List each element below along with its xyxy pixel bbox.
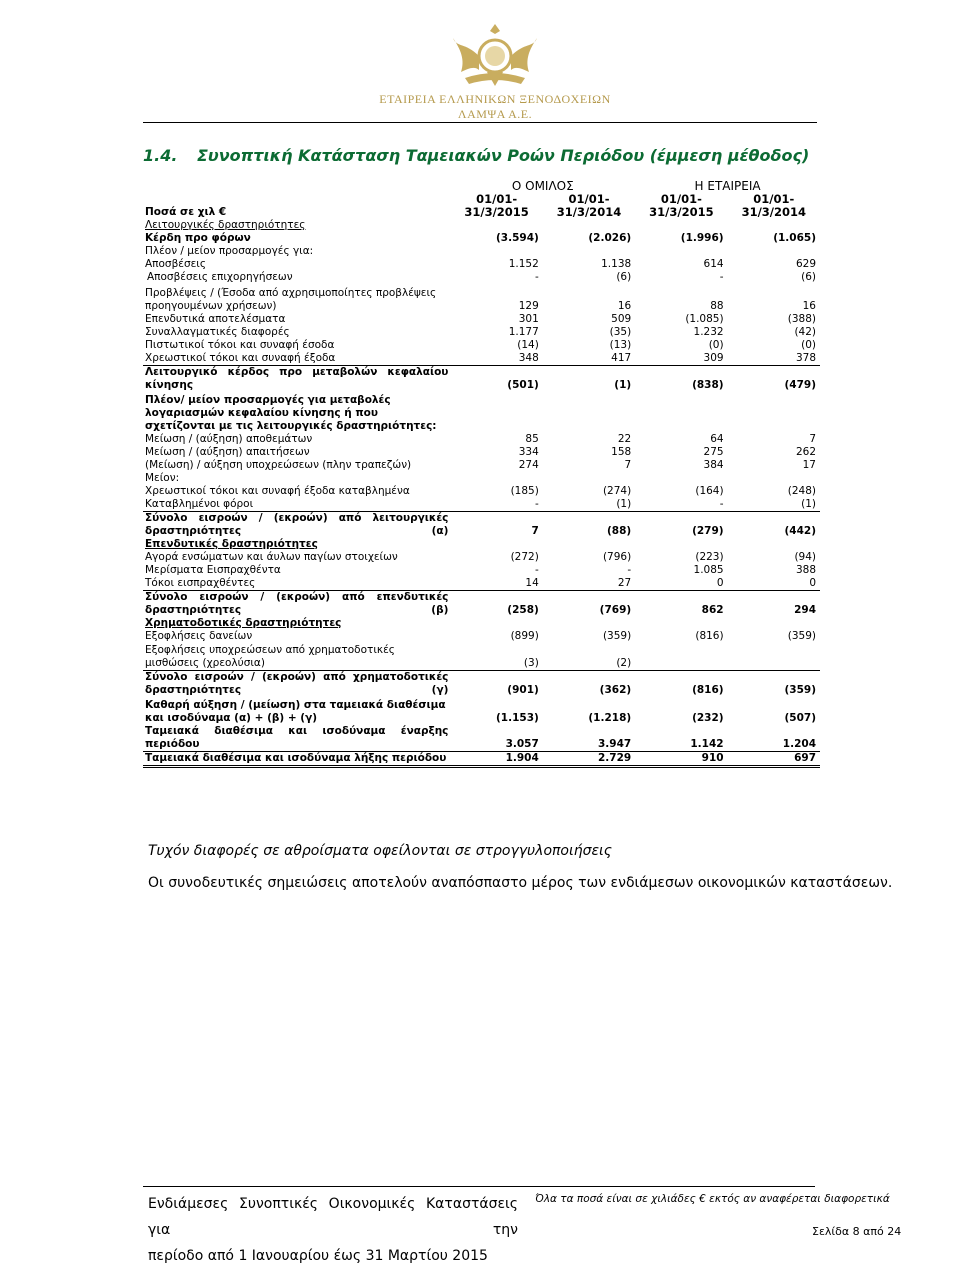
row-value: (35): [609, 326, 632, 338]
row-label: Αγορά ενσώματων και άυλων παγίων στοιχείων: [145, 551, 398, 563]
row-value: [728, 538, 820, 551]
row-value: -: [635, 498, 727, 512]
row-value: (1): [543, 498, 635, 512]
company-logo: [379, 20, 611, 122]
row-value: 614: [703, 258, 724, 270]
table-row: [143, 591, 820, 618]
row-value: 2.729: [543, 752, 635, 767]
row-value: (232): [692, 712, 724, 724]
row-value: -: [450, 498, 542, 512]
table-row: [143, 551, 820, 564]
row-label: Πιστωτικοί τόκοι και συναφή έσοδα: [145, 339, 335, 351]
row-label: Ταμειακά διαθέσιμα και ισοδύναμα έναρξης περιόδου: [145, 725, 449, 750]
row-value: [728, 392, 820, 433]
row-label: Κέρδη προ φόρων: [145, 232, 251, 244]
table-row: [143, 577, 820, 591]
row-value: [635, 643, 727, 671]
row-value: (164): [695, 485, 724, 497]
row-value: (796): [602, 551, 632, 563]
row-value: [543, 245, 635, 258]
row-label: Τόκοι εισπραχθέντες: [143, 577, 450, 591]
row-value: 16: [802, 300, 816, 312]
row-value: [450, 245, 542, 258]
row-value: [728, 219, 820, 232]
row-value: 309: [635, 352, 727, 366]
row-value: (501): [507, 379, 539, 391]
period-header: 01/01- 31/3/2015: [649, 192, 714, 219]
row-label: Χρεωστικοί τόκοι και συναφή έξοδα: [143, 352, 450, 366]
section-title: [143, 146, 809, 165]
row-value: 0: [635, 577, 727, 591]
footer-line-1: Ενδιάμεσες Συνοπτικές Οικονομικές Καταστάσεις για την: [148, 1196, 518, 1238]
row-value: 22: [617, 433, 632, 445]
row-value: (442): [784, 525, 816, 537]
table-row: [143, 392, 820, 433]
table-row: [143, 433, 820, 446]
row-value: (0): [801, 339, 816, 351]
row-value: 1.204: [728, 725, 820, 752]
integral-note: Οι συνοδευτικές σημειώσεις αποτελούν αναπόσπαστο μέρος των ενδιάμεσων οικονομικών καταστάσεων.: [148, 875, 893, 891]
row-value: [450, 392, 542, 433]
row-label: Ταμειακά διαθέσιμα και ισοδύναμα λήξης περιόδου: [143, 752, 450, 767]
row-value: (13): [609, 339, 632, 351]
row-value: [543, 538, 635, 551]
row-value: 862: [701, 604, 724, 616]
table-row: [143, 271, 820, 284]
row-value: (14): [517, 339, 539, 351]
row-value: 274: [518, 459, 539, 471]
row-value: (899): [510, 630, 539, 642]
row-value: (359): [602, 630, 632, 642]
row-value: 3.057: [450, 725, 542, 752]
row-value: (42): [794, 326, 816, 338]
row-label: Εξοφλήσεις δανείων: [145, 630, 253, 642]
table-row: [143, 512, 820, 539]
period-header: 01/01- 31/3/2015: [464, 192, 529, 219]
row-value: (94): [794, 551, 816, 563]
page-number: Σελίδα 8 από 24: [812, 1225, 902, 1238]
row-value: 1.085: [693, 564, 724, 576]
row-value: 1.152: [508, 258, 539, 270]
row-value: 301: [518, 313, 539, 325]
row-value: -: [627, 564, 632, 576]
row-value: (258): [507, 604, 539, 616]
row-value: [728, 245, 820, 258]
row-value: (388): [787, 313, 816, 325]
row-value: (274): [602, 485, 632, 497]
row-value: -: [535, 564, 539, 576]
table-row: [143, 630, 820, 643]
row-value: (838): [692, 379, 724, 391]
table-row: [143, 352, 820, 366]
table-row: [143, 446, 820, 459]
row-label: Λειτουργικές δραστηριότητες: [145, 219, 306, 231]
table-row: [143, 313, 820, 326]
table-row: [143, 617, 820, 630]
row-value: 85: [525, 433, 539, 445]
row-value: 88: [710, 300, 724, 312]
row-value: [635, 219, 727, 232]
row-value: [543, 219, 635, 232]
row-value: [543, 617, 635, 630]
row-value: 1.138: [601, 258, 632, 270]
table-row: [143, 326, 820, 339]
row-value: 158: [611, 446, 632, 458]
row-value: (1.085): [685, 313, 724, 325]
row-value: 129: [518, 300, 539, 312]
row-label: Λειτουργικό κέρδος προ μεταβολών κεφαλαίου κίνησης: [145, 366, 449, 391]
row-label: Χρεωστικοί τόκοι και συναφή έξοδα καταβλημένα: [145, 485, 410, 497]
section-number: 1.4.: [143, 146, 178, 165]
row-value: [450, 219, 542, 232]
row-value: [635, 392, 727, 433]
row-label: Σύνολο εισροών / (εκροών) από χρηματοδοτικές δραστηριότητες (γ): [145, 671, 449, 696]
row-value: [450, 538, 542, 551]
footer-document-title: [148, 1191, 518, 1269]
table-row: [143, 485, 820, 498]
row-label: Επενδυτικά αποτελέσματα: [145, 313, 286, 325]
row-label: Καθαρή αύξηση / (μείωση) στα ταμειακά διαθέσιμα και ισοδύναμα (α) + (β) + (γ): [145, 699, 446, 724]
table-body: [143, 219, 820, 767]
row-label: Μείον:: [145, 472, 180, 484]
row-value: 384: [703, 459, 724, 471]
row-label: Μείωση / (αύξηση) απαιτήσεων: [145, 446, 310, 458]
row-value: 1.177: [508, 326, 539, 338]
row-value: 16: [617, 300, 632, 312]
row-value: (359): [784, 684, 816, 696]
row-value: (1): [614, 379, 632, 391]
row-value: 7: [531, 525, 539, 537]
row-value: (769): [599, 604, 632, 616]
row-value: (359): [787, 630, 816, 642]
row-value: 7: [809, 433, 816, 445]
table-row: [143, 472, 820, 485]
table-row: [143, 643, 820, 671]
row-value: [543, 392, 635, 433]
row-value: 17: [802, 459, 816, 471]
row-value: [728, 617, 820, 630]
group-header: Ο ΟΜΙΛΟΣ: [511, 179, 574, 193]
row-value: (507): [784, 712, 816, 724]
header-divider: [143, 122, 817, 123]
row-value: 629: [795, 258, 816, 270]
row-value: (1.065): [773, 232, 816, 244]
table-period-header: [143, 193, 820, 219]
row-value: (816): [692, 684, 724, 696]
row-value: (223): [695, 551, 724, 563]
row-value: (901): [507, 684, 539, 696]
row-value: [543, 472, 635, 485]
row-value: 3.947: [543, 725, 635, 752]
table-row: [143, 284, 820, 313]
row-value: [450, 617, 542, 630]
row-label: Αποσβέσεις επιχορηγήσεων: [147, 271, 293, 283]
row-value: -: [719, 271, 724, 283]
table-row: [143, 245, 820, 258]
row-value: 1.142: [635, 725, 727, 752]
row-label: Πλέον/ μείον προσαρμογές για μεταβολές λογαριασμών κεφαλαίου κίνησης ή που σχετίζονται με τις λειτουργικές δραστηριότητες:: [145, 394, 437, 432]
table-row: [143, 366, 820, 393]
period-header: 01/01- 31/3/2014: [556, 192, 622, 219]
company-header: Η ΕΤΑΙΡΕΙΑ: [694, 179, 761, 193]
row-label: Προβλέψεις / (Έσοδα από αχρησιμοποίητες προβλέψεις προηγουμένων χρήσεων): [145, 287, 437, 312]
row-value: [635, 472, 727, 485]
row-value: 262: [795, 446, 816, 458]
row-value: (2): [543, 643, 635, 671]
logo-company-suffix: ΛΑΜΨΑ Α.Ε.: [457, 107, 533, 121]
row-value: (1.218): [588, 712, 632, 724]
row-value: (816): [695, 630, 724, 642]
row-value: (279): [692, 525, 724, 537]
row-value: 64: [710, 433, 724, 445]
row-value: [635, 617, 727, 630]
row-value: 910: [635, 752, 727, 767]
row-value: [450, 472, 542, 485]
table-row: [143, 339, 820, 352]
rounding-note: Τυχόν διαφορές σε αθροίσματα οφείλονται σε στρογγυλοποιήσεις: [148, 843, 613, 859]
table-row: [143, 564, 820, 577]
section-title-text: Συνοπτική Κατάσταση Ταμειακών Ροών Περιόδου (έμμεση μέθοδος): [197, 146, 810, 165]
row-value: (2.026): [588, 232, 632, 244]
table-row: [143, 697, 820, 725]
table-row: [143, 498, 820, 512]
row-label: Συναλλαγματικές διαφορές: [145, 326, 290, 338]
row-value: 275: [703, 446, 724, 458]
row-value: (0): [708, 339, 724, 351]
row-label: Εξοφλήσεις υποχρεώσεων από χρηματοδοτικές μισθώσεις (χρεολύσια): [143, 643, 450, 671]
table-row: [143, 538, 820, 551]
row-label: Σύνολο εισροών / (εκροών) από λειτουργικές δραστηριότητες (α): [145, 512, 449, 537]
row-value: (6): [801, 271, 816, 283]
row-label: Μερίσματα Εισπραχθέντα: [145, 564, 281, 576]
row-value: 348: [450, 352, 542, 366]
row-value: 417: [543, 352, 635, 366]
row-value: (185): [510, 485, 539, 497]
row-value: (88): [606, 525, 632, 537]
row-value: 509: [611, 313, 632, 325]
footer-line-2: περίοδο από 1 Ιανουαρίου έως 31 Μαρτίου 2015: [148, 1248, 488, 1264]
row-label: Μείωση / (αύξηση) αποθεμάτων: [145, 433, 313, 445]
row-value: [635, 245, 727, 258]
crest-icon: [435, 20, 555, 90]
row-value: 7: [624, 459, 632, 471]
footer-currency-note: Όλα τα ποσά είναι σε χιλιάδες € εκτός αν αναφέρεται διαφορετικά: [535, 1193, 890, 1205]
row-value: 388: [795, 564, 816, 576]
table-row: [143, 219, 820, 232]
table-row: [143, 232, 820, 245]
row-value: (3): [450, 643, 542, 671]
table-row: [143, 258, 820, 271]
row-value: 697: [728, 752, 820, 767]
logo-company-name: ΕΤΑΙΡΕΙΑ ΕΛΛΗΝΙΚΩΝ ΞΕΝΟΔΟΧΕΙΩΝ: [379, 92, 611, 106]
footer-divider: [143, 1186, 815, 1187]
table-row: [143, 459, 820, 472]
row-value: 1.904: [450, 752, 542, 767]
row-value: [728, 472, 820, 485]
row-label: Σύνολο εισροών / (εκροών) από επενδυτικές δραστηριότητες (β): [145, 591, 449, 616]
row-value: (272): [510, 551, 539, 563]
row-label: (Μείωση) / αύξηση υποχρεώσεων (πλην τραπεζών): [145, 459, 412, 471]
row-label: Επενδυτικές δραστηριότητες: [145, 538, 318, 550]
row-value: 27: [543, 577, 635, 591]
row-value: 14: [450, 577, 542, 591]
row-value: (479): [784, 379, 816, 391]
table-row: [143, 752, 820, 767]
row-value: 378: [728, 352, 820, 366]
row-label: Πλέον / μείον προσαρμογές για:: [145, 245, 314, 257]
row-value: 334: [518, 446, 539, 458]
row-value: 1.232: [693, 326, 724, 338]
row-value: (1): [728, 498, 820, 512]
row-value: (1.153): [495, 712, 539, 724]
row-value: 0: [728, 577, 820, 591]
row-value: -: [535, 271, 539, 283]
row-value: (1.996): [680, 232, 724, 244]
row-value: (6): [616, 271, 632, 283]
cash-flow-table: [143, 180, 820, 768]
table-row: [143, 671, 820, 698]
row-label: Αποσβέσεις: [145, 258, 207, 270]
row-value: (3.594): [495, 232, 539, 244]
row-value: 294: [794, 604, 816, 616]
row-value: [728, 643, 820, 671]
row-value: (362): [599, 684, 632, 696]
amounts-label: Ποσά σε χιλ €: [145, 206, 227, 218]
row-label: Καταβλημένοι φόροι: [143, 498, 450, 512]
row-value: [635, 538, 727, 551]
row-value: (248): [787, 485, 816, 497]
table-row: [143, 725, 820, 752]
row-label: Χρηματοδοτικές δραστηριότητες: [145, 617, 342, 629]
period-header: 01/01- 31/3/2014: [741, 192, 806, 219]
